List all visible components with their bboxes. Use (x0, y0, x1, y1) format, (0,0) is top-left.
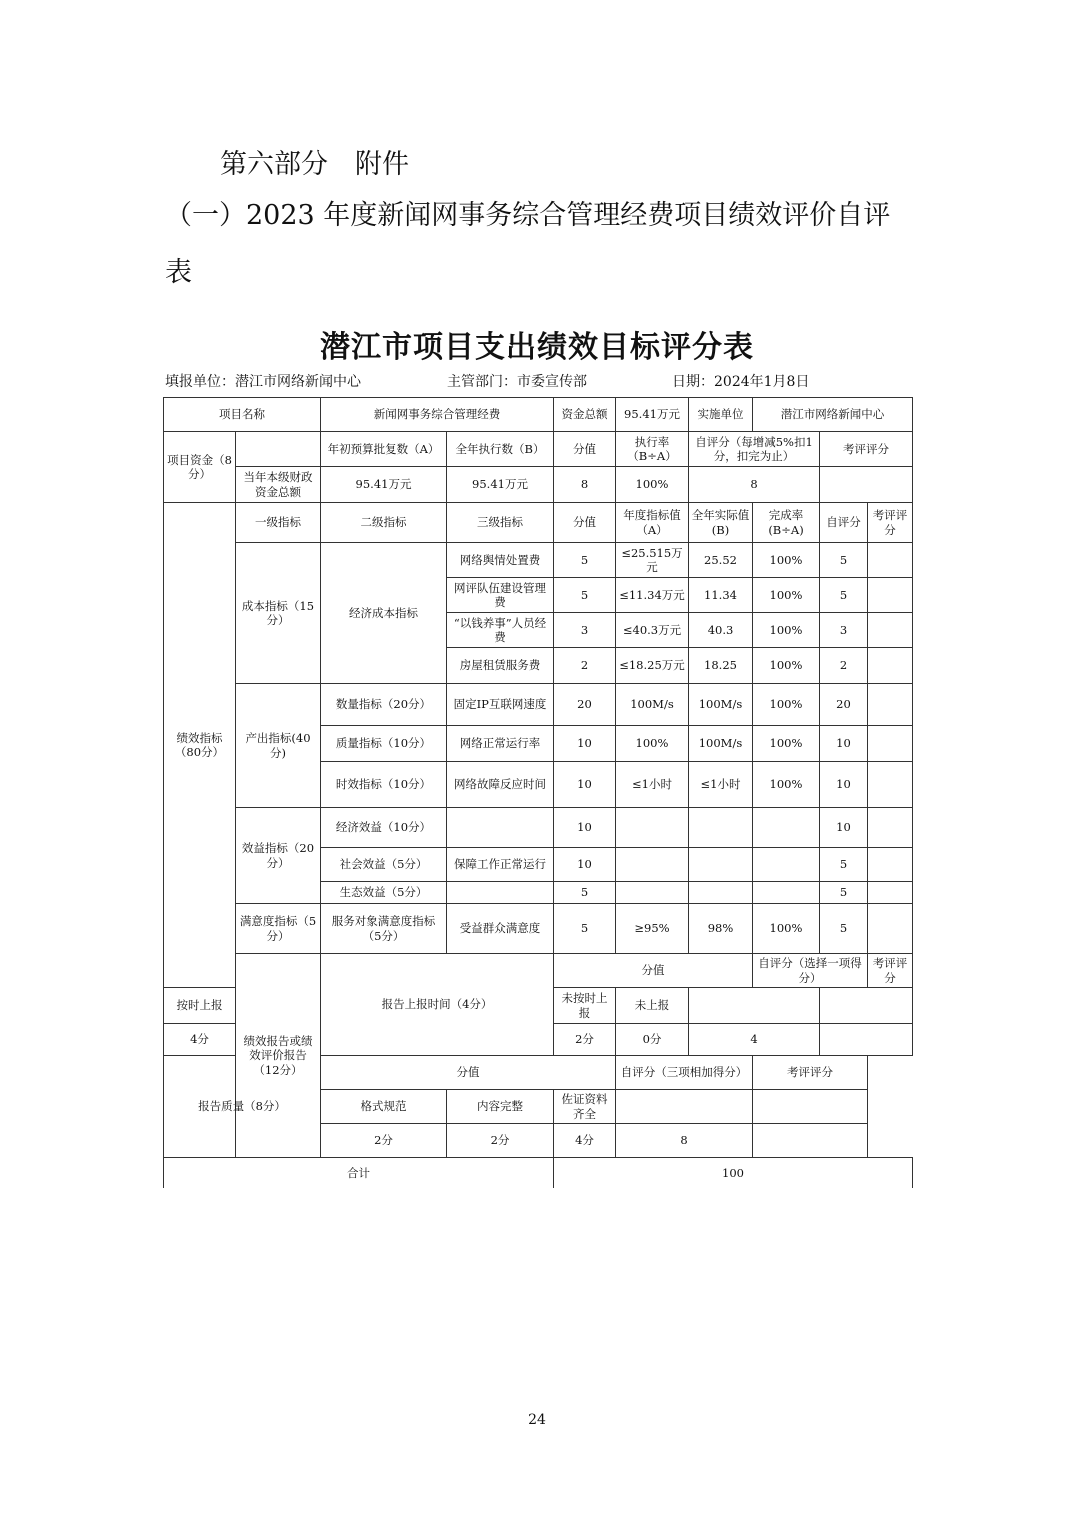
rate-cell: 100% (753, 543, 820, 578)
level3-cell: 网络正常运行率 (447, 726, 554, 762)
actual-cell: ≤1小时 (689, 762, 753, 808)
target-cell (616, 882, 689, 904)
total-funds-label: 资金总额 (554, 398, 616, 432)
self-cell: 10 (820, 808, 868, 848)
target-cell: ≥95% (616, 904, 689, 954)
actual-cell: 11.34 (689, 578, 753, 613)
actual-cell (689, 808, 753, 848)
cost-label: 成本指标（15分） (236, 543, 321, 684)
attachment-title-continued: 表 (165, 257, 192, 288)
header-review: 考评评分 (868, 503, 913, 543)
header-score: 分值 (554, 432, 616, 467)
review-cell (868, 904, 913, 954)
rate-cell: 100% (753, 648, 820, 684)
actual-cell: 100M/s (689, 726, 753, 762)
review-cell (868, 684, 913, 726)
page-number: 24 (528, 1412, 546, 1428)
header-rate: 完成率(B÷A) (753, 503, 820, 543)
self-cell: 3 (820, 613, 868, 648)
header-rate: 执行率（B÷A） (616, 432, 689, 467)
complete-score: 2分 (447, 1124, 554, 1158)
level3-cell (447, 808, 554, 848)
score-cell: 5 (554, 578, 616, 613)
report-label: 绩效报告或绩效评价报告（12分） (236, 954, 321, 1158)
score-cell: 5 (554, 543, 616, 578)
level3-cell: “以钱养事”人员经费 (447, 613, 554, 648)
review-cell (868, 762, 913, 808)
self-cell: 20 (820, 684, 868, 726)
level3-cell: 受益群众满意度 (447, 904, 554, 954)
header-score: 分值 (554, 503, 616, 543)
supervising-dept: 主管部门：市委宣传部 (447, 374, 587, 390)
self-cell: 5 (820, 882, 868, 904)
level2-cell: 服务对象满意度指标（5分） (321, 904, 447, 954)
attachment-title: （一）2023 年度新闻网事务综合管理经费项目绩效评价自评 (165, 200, 891, 231)
cost-sub: 经济成本指标 (321, 543, 447, 684)
header-level3: 三级指标 (447, 503, 554, 543)
self-cell: 5 (820, 904, 868, 954)
review-header: 考评评分 (868, 954, 913, 988)
review-header: 考评评分 (753, 1056, 868, 1090)
target-cell: 100M/s (616, 684, 689, 726)
table-row (164, 1158, 913, 1188)
header-self: 自评分（每增减5%扣1分，扣完为止） (689, 432, 820, 467)
project-name-label: 项目名称 (164, 398, 321, 432)
level3-cell: 固定IP互联网速度 (447, 684, 554, 726)
table-row (164, 808, 913, 848)
impl-unit: 潜江市网络新闻中心 (753, 398, 913, 432)
score-cell: 5 (554, 882, 616, 904)
funds-label: 项目资金（8分） (164, 432, 236, 503)
table-row (164, 684, 913, 726)
time-review-score (820, 1024, 913, 1056)
level3-cell: 网评队伍建设管理费 (447, 578, 554, 613)
empty-cell (820, 988, 913, 1024)
fill-date: 日期：2024年1月8日 (672, 374, 810, 390)
actual-cell: 25.52 (689, 543, 753, 578)
header-review: 考评评分 (820, 432, 913, 467)
review-cell (868, 648, 913, 684)
evidence-score: 4分 (554, 1124, 616, 1158)
review-cell (868, 848, 913, 882)
total-value: 100 (554, 1158, 913, 1188)
funds-budget: 95.41万元 (321, 467, 447, 503)
actual-cell (689, 848, 753, 882)
review-cell (868, 808, 913, 848)
header-exec: 全年执行数（B） (447, 432, 554, 467)
rate-cell (753, 848, 820, 882)
score-header: 分值 (554, 954, 753, 988)
complete-label: 内容完整 (447, 1090, 554, 1124)
level3-cell (447, 882, 554, 904)
rate-cell: 100% (753, 684, 820, 726)
level2-cell: 时效指标（10分） (321, 762, 447, 808)
benefit-label: 效益指标（20分） (236, 808, 321, 904)
section-heading: 第六部分 附件 (220, 149, 409, 180)
self-header: 自评分（选择一项得分） (753, 954, 868, 988)
score-cell: 5 (554, 904, 616, 954)
table-row (164, 503, 913, 543)
format-score: 2分 (321, 1124, 447, 1158)
self-cell: 5 (820, 543, 868, 578)
self-cell: 2 (820, 648, 868, 684)
header-budget: 年初预算批复数（A） (321, 432, 447, 467)
funds-self: 8 (689, 467, 820, 503)
quality-review-score (753, 1124, 868, 1158)
target-cell (616, 808, 689, 848)
actual-cell: 18.25 (689, 648, 753, 684)
target-cell: ≤18.25万元 (616, 648, 689, 684)
score-cell: 10 (554, 808, 616, 848)
funds-row-label: 当年本级财政资金总额 (236, 467, 321, 503)
review-cell (868, 882, 913, 904)
empty-cell (689, 988, 820, 1024)
rate-cell: 100% (753, 904, 820, 954)
not-reported-score: 0分 (616, 1024, 689, 1056)
score-cell: 10 (554, 726, 616, 762)
header-self: 自评分 (820, 503, 868, 543)
level2-cell: 经济效益（10分） (321, 808, 447, 848)
review-cell (868, 726, 913, 762)
quality-self-score: 8 (616, 1124, 753, 1158)
level3-cell: 网络舆情处置费 (447, 543, 554, 578)
level1-cell: 满意度指标（5分） (236, 904, 321, 954)
table-row (164, 398, 913, 432)
self-cell: 5 (820, 578, 868, 613)
level2-cell: 生态效益（5分） (321, 882, 447, 904)
production-label: 产出指标(40分) (236, 684, 321, 808)
level3-cell: 房屋租赁服务费 (447, 648, 554, 684)
empty-cell (616, 1090, 753, 1124)
header-level2: 二级指标 (321, 503, 447, 543)
self-cell: 5 (820, 848, 868, 882)
self-cell: 10 (820, 726, 868, 762)
project-name: 新闻网事务综合管理经费 (321, 398, 554, 432)
review-cell (868, 543, 913, 578)
review-cell (868, 578, 913, 613)
table-row (164, 467, 913, 503)
rate-cell (753, 808, 820, 848)
rate-cell (753, 882, 820, 904)
empty-cell (753, 1090, 868, 1124)
self-header: 自评分（三项相加得分） (616, 1056, 753, 1090)
not-reported-label: 未上报 (616, 988, 689, 1024)
review-cell (868, 613, 913, 648)
on-time-label: 按时上报 (164, 988, 236, 1024)
target-cell: 100% (616, 726, 689, 762)
actual-cell (689, 882, 753, 904)
actual-cell: 98% (689, 904, 753, 954)
empty-cell (236, 432, 321, 467)
table-row (164, 543, 913, 578)
target-cell: ≤25.515万元 (616, 543, 689, 578)
report-time-label: 报告上报时间（4分） (321, 954, 554, 1056)
on-time-score: 4分 (164, 1024, 236, 1056)
rate-cell: 100% (753, 578, 820, 613)
actual-cell: 100M/s (689, 684, 753, 726)
score-cell: 20 (554, 684, 616, 726)
total-funds-value: 95.41万元 (616, 398, 689, 432)
target-cell: ≤40.3万元 (616, 613, 689, 648)
actual-cell: 40.3 (689, 613, 753, 648)
level2-cell: 数量指标（20分） (321, 684, 447, 726)
report-quality-label: 报告质量（8分） (164, 1056, 321, 1158)
header-actual: 全年实际值(B) (689, 503, 753, 543)
level3-cell: 保障工作正常运行 (447, 848, 554, 882)
self-cell: 10 (820, 762, 868, 808)
score-cell: 10 (554, 762, 616, 808)
score-header: 分值 (321, 1056, 616, 1090)
impl-unit-label: 实施单位 (689, 398, 753, 432)
level2-cell: 质量指标（10分） (321, 726, 447, 762)
evidence-label: 佐证资料齐全 (554, 1090, 616, 1124)
rate-cell: 100% (753, 726, 820, 762)
funds-exec: 95.41万元 (447, 467, 554, 503)
late-score: 2分 (554, 1024, 616, 1056)
format-label: 格式规范 (321, 1090, 447, 1124)
table-row (164, 432, 913, 467)
evaluation-table (163, 397, 913, 1188)
header-target: 年度指标值（A） (616, 503, 689, 543)
funds-review (820, 467, 913, 503)
score-cell: 3 (554, 613, 616, 648)
table-title: 潜江市项目支出绩效目标评分表 (320, 330, 754, 365)
target-cell (616, 848, 689, 882)
funds-rate: 100% (616, 467, 689, 503)
funds-score: 8 (554, 467, 616, 503)
rate-cell: 100% (753, 613, 820, 648)
target-cell: ≤1小时 (616, 762, 689, 808)
target-cell: ≤11.34万元 (616, 578, 689, 613)
level2-cell: 社会效益（5分） (321, 848, 447, 882)
rate-cell: 100% (753, 762, 820, 808)
late-label: 未按时上报 (554, 988, 616, 1024)
header-level1: 一级指标 (236, 503, 321, 543)
time-self-score: 4 (689, 1024, 820, 1056)
table-row (164, 904, 913, 954)
fill-unit: 填报单位：潜江市网络新闻中心 (165, 374, 361, 390)
table-row (164, 954, 913, 988)
perf-label: 绩效指标（80分） (164, 503, 236, 988)
total-label: 合计 (164, 1158, 554, 1188)
score-cell: 2 (554, 648, 616, 684)
level3-cell: 网络故障反应时间 (447, 762, 554, 808)
score-cell: 10 (554, 848, 616, 882)
